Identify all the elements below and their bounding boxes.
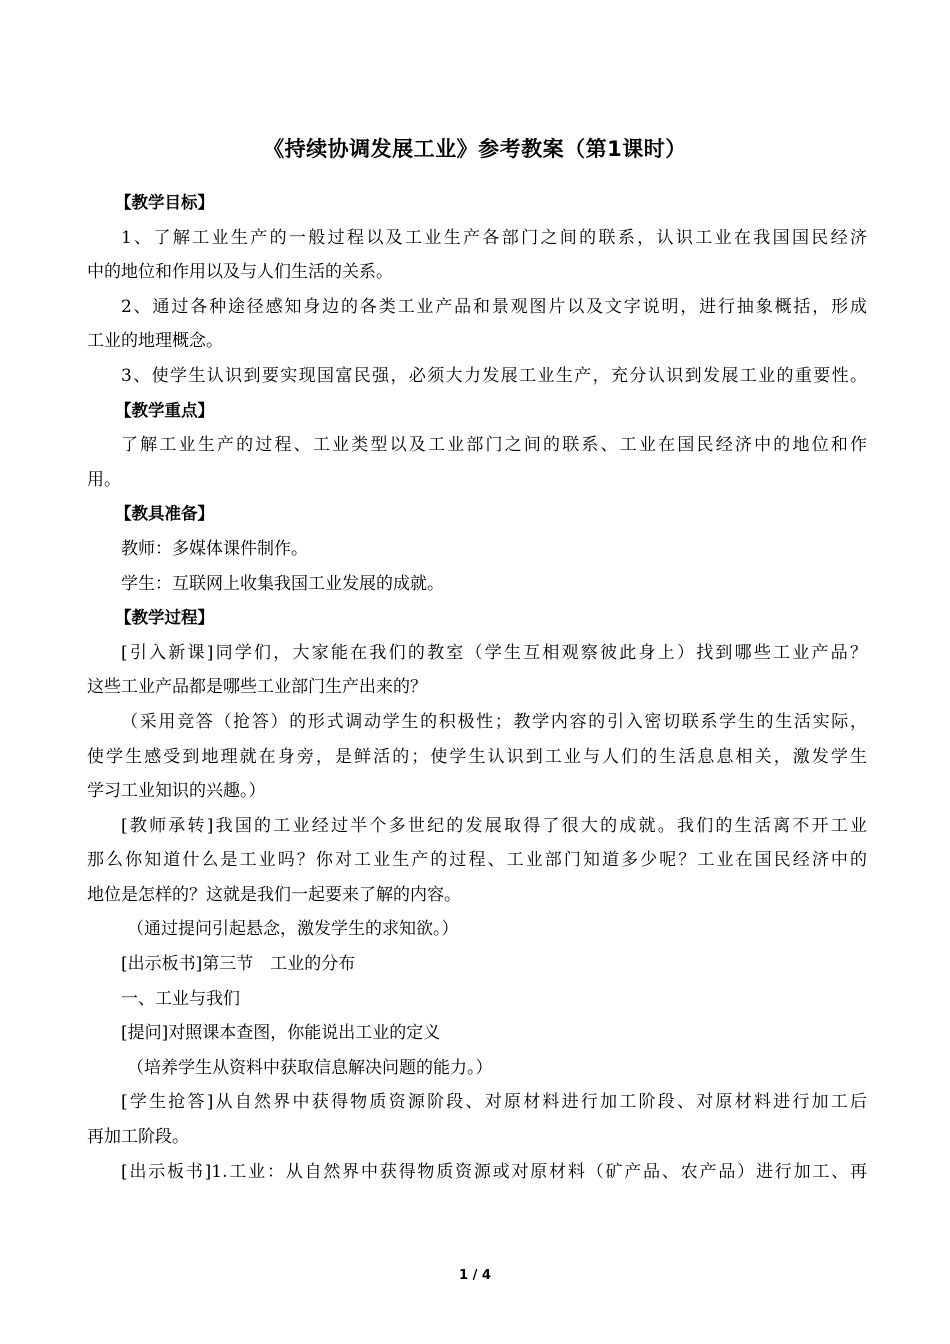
paragraph-line: [出示板书]第三节 工业的分布 <box>121 954 356 975</box>
paragraph-line: 中的地位和作用以及与人们生活的关系。 <box>87 262 393 283</box>
paragraph-line: [学生抢答]从自然界中获得物质资源阶段、对原材料进行加工阶段、对原材料进行加工后 <box>121 1092 867 1113</box>
paragraph-line: 3、使学生认识到要实现国富民强，必须大力发展工业生产，充分认识到发展工业的重要性。 <box>121 365 867 386</box>
paragraph-line: [出示板书]1.工业：从自然界中获得物质资源或对原材料（矿产品、农产品）进行加工、再 <box>121 1161 867 1182</box>
section-heading: 【教学目标】 <box>115 193 214 212</box>
section-heading: 【教具准备】 <box>115 504 214 524</box>
paragraph-line: 用。 <box>87 469 121 490</box>
document-title: 《持续协调发展工业》参考教案（第1课时） <box>263 137 687 161</box>
paragraph-line: 1、了解工业生产的一般过程以及工业生产各部门之间的联系，认识工业在我国国民经济 <box>121 227 867 248</box>
paragraph-line: 使学生感受到地理就在身旁，是鲜活的；使学生认识到工业与人们的生活息息相关，激发学生 <box>87 746 867 767</box>
paragraph-line: 再加工阶段。 <box>87 1127 189 1148</box>
paragraph-line: [提问]对照课本查图，你能说出工业的定义 <box>121 1023 441 1044</box>
section-heading: 【教学重点】 <box>115 400 214 420</box>
paragraph-line: （培养学生从资料中获取信息解决问题的能力。） <box>127 1057 493 1078</box>
paragraph-line: 教师：多媒体课件制作。 <box>121 538 308 559</box>
paragraph-line: 了解工业生产的过程、工业类型以及工业部门之间的联系、工业在国民经济中的地位和作 <box>121 435 867 456</box>
paragraph-line: 工业的地理概念。 <box>87 331 223 352</box>
section-heading: 【教学过程】 <box>115 608 214 628</box>
paragraph-line: 地位是怎样的？这就是我们一起要来了解的内容。 <box>87 884 461 905</box>
paragraph-line: 2、通过各种途径感知身边的各类工业产品和景观图片以及文字说明，进行抽象概括，形成 <box>121 296 867 317</box>
paragraph-line: （通过提问引起悬念，激发学生的求知欲。） <box>127 919 459 940</box>
paragraph-line: [教师承转]我国的工业经过半个多世纪的发展取得了很大的成就。我们的生活离不开工业 <box>121 815 867 836</box>
paragraph-line: 学习工业知识的兴趣。） <box>87 781 266 802</box>
paragraph-line: 这些工业产品都是哪些工业部门生产出来的？ <box>87 677 427 698</box>
paragraph-line: [引入新课]同学们，大家能在我们的教室（学生互相观察彼此身上）找到哪些工业产品？ <box>121 642 867 663</box>
paragraph-line: （采用竞答（抢答）的形式调动学生的积极性；教学内容的引入密切联系学生的生活实际， <box>121 711 867 732</box>
page-indicator: 1 / 4 <box>459 1268 491 1283</box>
paragraph-line: 学生：互联网上收集我国工业发展的成就。 <box>121 573 444 594</box>
document-body <box>87 186 867 1189</box>
paragraph-line: 一、工业与我们 <box>121 988 240 1009</box>
paragraph-line: 那么你知道什么是工业吗？你对工业生产的过程、工业部门知道多少呢？工业在国民经济中的 <box>87 850 867 871</box>
